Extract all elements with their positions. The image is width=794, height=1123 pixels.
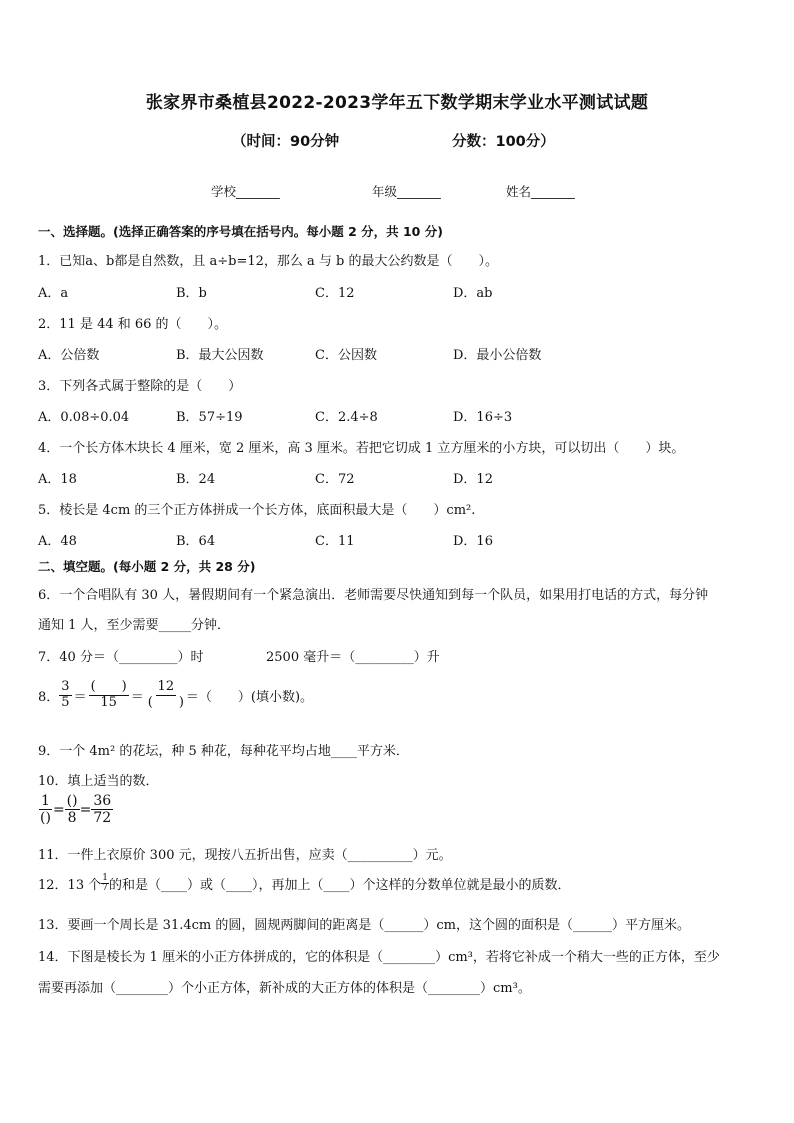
section-heading: 一、选择题。(选择正确答案的序号填在括号内。每小题 2 分，共 10 分): [38, 224, 443, 239]
fraction-equation: $\frac{1}{()}$ = $\frac{()}{8}$ = $\frac{36}{72}$: [40, 793, 112, 827]
option-c: C．2.4÷8: [315, 410, 378, 425]
fraction: [38, 793, 53, 826]
option-b: B．最大公因数: [176, 348, 264, 363]
option-c: C．11: [315, 534, 355, 549]
question-text: 2．11 是 44 和 66 的（ ）。: [38, 317, 228, 332]
option-d: D．12: [453, 472, 493, 487]
fraction: [65, 793, 80, 826]
question-text: 5．棱长是 4cm 的三个正方体拼成一个长方体，底面积最大是（ ）cm².: [38, 503, 476, 518]
option-d: D．16: [453, 534, 493, 549]
numerator: 3: [61, 679, 70, 694]
denominator: 5: [61, 694, 70, 710]
numerator: 36: [93, 793, 112, 809]
question-text: 7．40 分＝（_________）时: [38, 650, 204, 665]
question-text: 10．填上适当的数．: [38, 774, 159, 789]
numerator: 1: [41, 793, 50, 809]
denominator: 72: [93, 810, 112, 827]
denominator: ( ): [147, 694, 184, 710]
question-text: 4．一个长方体木块长 4 厘米，宽 2 厘米，高 3 厘米。若把它切成 1 立方厘米的小方块，可以切出（ ）块。: [38, 441, 685, 456]
option-a: A．0.08÷0.04: [38, 410, 130, 425]
option-c: C．12: [315, 286, 355, 301]
option-b: B．b: [176, 286, 207, 301]
option-d: D．ab: [453, 286, 493, 301]
option-b: B．24: [176, 472, 216, 487]
question-text: 11．一件上衣原价 300 元，现按八五折出售，应卖（__________）元。: [38, 848, 452, 863]
option-a: A．公倍数: [38, 348, 100, 363]
name-field: 姓名_______: [506, 184, 575, 199]
question-text: 1．已知a、b都是自然数，且 a÷b=12，那么 a 与 b 的最大公约数是（ ）。: [38, 254, 498, 269]
question-text: 9．一个 4m² 的花坛，种 5 种花，每种花平均占地____平方米．: [38, 744, 409, 759]
fraction: [91, 793, 113, 826]
numerator: 1: [102, 873, 108, 883]
denominator: 8: [67, 810, 77, 827]
grade-field: 年级_______: [372, 184, 441, 199]
question-12: [38, 874, 570, 893]
option-d: D．最小公倍数: [453, 348, 542, 363]
question-text: 通知 1 人，至少需要_____分钟．: [38, 618, 231, 633]
option-c: C．公因数: [315, 348, 377, 363]
denominator: 15: [100, 694, 117, 710]
question-text: 2500 毫升＝（_________）升: [266, 650, 440, 665]
fraction: [59, 680, 71, 711]
question-text: 13．要画一个周长是 31.4cm 的圆，圆规两脚间的距离是（______）cm，这个圆的面积是（______）平方厘米。: [38, 918, 690, 933]
question-label: 8．: [38, 689, 60, 705]
option-c: C．72: [315, 472, 355, 487]
option-a: A．a: [38, 286, 69, 301]
section-heading: 二、填空题。(每小题 2 分，共 28 分): [38, 559, 256, 574]
question-text: 14．下图是棱长为 1 厘米的小正方体拼成的，它的体积是（________）cm³，若将它补成一个稍大一些的正方体，至少: [38, 950, 720, 965]
numerator: ( ): [90, 679, 127, 694]
fraction: [146, 680, 186, 711]
numerator: (): [66, 793, 78, 809]
numerator: 12: [157, 679, 175, 694]
option-d: D．16÷3: [453, 410, 513, 425]
question-tail: ＝（ ）(填小数)。: [185, 689, 314, 705]
option-b: B．57÷19: [176, 410, 243, 425]
denominator: 7: [102, 883, 108, 893]
question-text: 需要再添加（________）个小正方体，新补成的大正方体的体积是（________）cm³。: [38, 981, 531, 996]
option-a: A．18: [38, 472, 77, 487]
school-field: 学校_______: [211, 184, 280, 199]
question-label: 12．13 个: [38, 878, 102, 893]
option-a: A．48: [38, 534, 77, 549]
fraction: [101, 874, 109, 893]
exam-score: 分数：100分）: [452, 134, 555, 150]
question-8: 8． $\frac{3}{5}$ ＝ $\frac{( )}{15}$ ＝ $\frac{12}{( )}$ ＝（ ）(填小数)。: [38, 679, 314, 710]
option-b: B．64: [176, 534, 216, 549]
question-text: 3．下列各式属于整除的是（ ）: [38, 379, 242, 394]
page-title: 张家界市桑植县2022-2023学年五下数学期末学业水平测试试题: [145, 93, 649, 113]
question-tail: 的和是（____）或（____），再加上（____）个这样的分数单位就是最小的质数．: [108, 878, 571, 893]
fraction: [89, 680, 129, 711]
exam-time: （时间：90分钟: [232, 134, 340, 150]
denominator: (): [40, 810, 51, 827]
question-text: 6．一个合唱队有 30 人，暑假期间有一个紧急演出．老师需要尽快通知到每一个队员，如果用打电话的方式，每分钟: [38, 588, 709, 603]
